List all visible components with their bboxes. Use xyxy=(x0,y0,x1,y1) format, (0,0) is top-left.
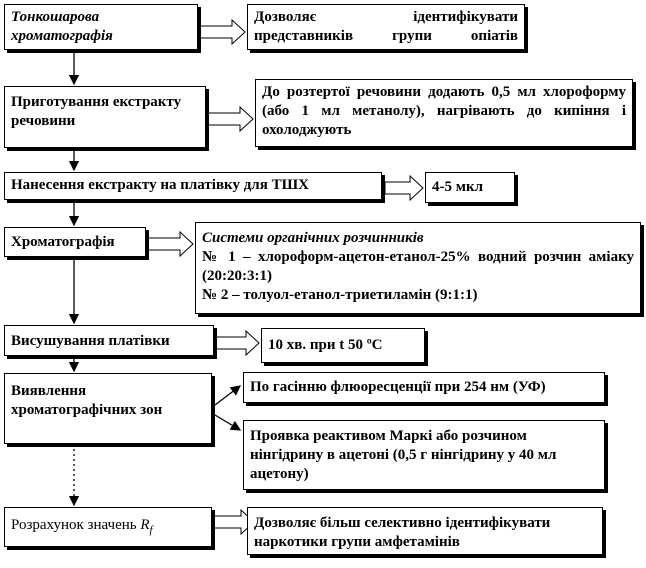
note-apply-text: 4-5 мкл xyxy=(432,179,484,195)
note-prep xyxy=(255,79,633,147)
block-arrow-tlc xyxy=(200,20,245,44)
block-arrow-chrom xyxy=(148,232,193,256)
step-chrom xyxy=(4,227,146,257)
note-dry xyxy=(261,328,425,363)
note-dry-text: 10 хв. при t 50 ºС xyxy=(268,337,383,353)
note-calc xyxy=(247,507,603,555)
step-chrom-label: Хроматографія xyxy=(11,234,115,250)
step-calc xyxy=(4,507,212,547)
arrow-detect-reagent xyxy=(215,415,240,430)
note-tlc-text: Дозволяє ідентифікувати представників групи опіатів xyxy=(254,9,518,44)
systems-title: Системи органічних розчинників xyxy=(202,230,424,246)
note-calc-text: Дозволяє більш селективно ідентифікувати наркотики групи амфетамінів xyxy=(254,515,551,550)
step-apply-label: Нанесення екстракту на платівку для ТШХ xyxy=(11,177,309,193)
system-2: № 2 – толуол-етанол-триетиламін (9:1:1) xyxy=(202,287,478,303)
note-tlc xyxy=(247,4,525,50)
step-dry xyxy=(4,325,214,356)
block-arrow-dry xyxy=(216,331,259,355)
rf-symbol: R xyxy=(140,517,150,533)
rf-subscript: f xyxy=(149,524,153,536)
note-detect-reagent-text: Проявка реактивом Маркі або розчином нінгідрину в ацетоні (0,5 г нінгідрину у 40 мл ацетону) xyxy=(250,428,557,482)
step-prep-label: Приготування екстракту речовини xyxy=(11,94,182,129)
step-detect-label: Виявлення хроматографічних зон xyxy=(11,383,163,418)
step-tlc-label: Тонкошарова хроматографія xyxy=(11,9,113,44)
step-detect xyxy=(4,373,212,444)
note-prep-text: До розтертої речовини додають 0,5 мл хлороформу (або 1 мл метанолу), нагрівають до кипіння і охолоджують xyxy=(262,84,626,138)
note-detect-uv-text: По гасінню флюоресценції при 254 нм (УФ) xyxy=(250,379,546,395)
note-detect-uv xyxy=(243,372,605,403)
step-prep xyxy=(4,86,206,148)
note-detect-reagent xyxy=(243,420,605,490)
step-apply xyxy=(4,172,382,200)
system-1: № 1 – хлороформ-ацетон-етанол-25% водний розчин аміаку (20:20:3:1) xyxy=(202,249,634,284)
note-apply xyxy=(425,172,515,203)
block-arrow-prep xyxy=(208,107,253,131)
step-tlc xyxy=(4,4,198,50)
step-dry-label: Висушування платівки xyxy=(11,333,170,349)
block-arrow-apply xyxy=(385,176,423,200)
step-calc-label: Розрахунок значень xyxy=(11,517,141,533)
arrow-detect-uv xyxy=(215,386,240,405)
note-systems xyxy=(195,222,641,314)
